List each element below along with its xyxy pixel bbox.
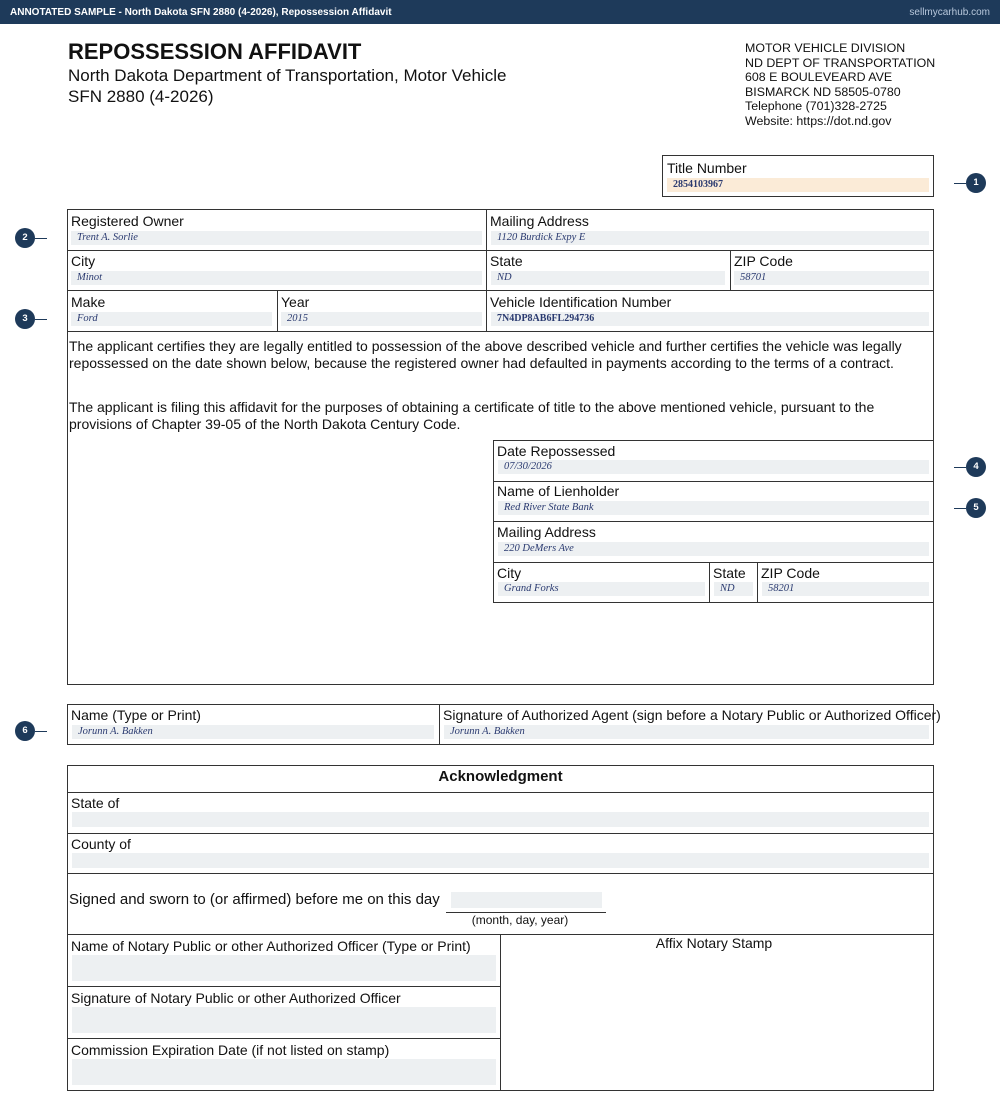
form-subtitle: North Dakota Department of Transportation, Motor Vehicle: [68, 66, 507, 85]
notary-name-label: Name of Notary Public or other Authorized Officer (Type or Print): [71, 938, 471, 954]
divider: [67, 792, 934, 793]
registered-owner-label: Registered Owner: [71, 213, 184, 229]
owner-mailing-address-label: Mailing Address: [490, 213, 589, 229]
marker-connector: [35, 319, 47, 320]
lienholder-mailing-address-label: Mailing Address: [497, 524, 596, 540]
agent-signature-label: Signature of Authorized Agent (sign before a Notary Public or Authorized Officer): [443, 707, 941, 723]
date-repossessed-field[interactable]: 07/30/2026: [498, 460, 929, 474]
date-caption: (month, day, year): [471, 913, 569, 927]
vin-label: Vehicle Identification Number: [490, 294, 672, 310]
divider: [486, 209, 487, 332]
divider: [493, 521, 934, 522]
annotation-marker-2: 2: [15, 228, 35, 248]
lienholder-city-label: City: [497, 565, 522, 581]
divider: [67, 986, 500, 987]
agency-line: BISMARCK ND 58505-0780: [745, 84, 901, 99]
divider: [67, 331, 934, 332]
year-label: Year: [281, 294, 310, 310]
marker-connector: [954, 508, 966, 509]
acknowledgment-title: Acknowledgment: [438, 768, 563, 785]
title-number-label: Title Number: [667, 160, 747, 176]
agent-signature-field[interactable]: Jorunn A. Bakken: [444, 725, 929, 739]
divider: [493, 481, 934, 482]
title-number-box: [662, 155, 934, 197]
form-number: SFN 2880 (4-2026): [68, 87, 214, 106]
certification-paragraph-1: The applicant certifies they are legally entitled to possession of the above described vehicle and further certifies the vehicle was legally repossessed on the date shown below, because the registered owner had defaulted in payments according to the terms of a contract.: [69, 338, 902, 371]
divider: [67, 290, 934, 291]
notary-signature-field[interactable]: [72, 1007, 496, 1033]
marker-connector: [954, 467, 966, 468]
owner-state-label: State: [490, 253, 523, 269]
divider: [67, 1038, 500, 1039]
divider: [439, 704, 440, 745]
agent-name-label: Name (Type or Print): [71, 707, 201, 723]
divider: [67, 873, 934, 874]
sworn-statement: Signed and sworn to (or affirmed) before me on this day: [69, 891, 440, 908]
lienholder-state-label: State: [713, 565, 746, 581]
agency-line: 608 E BOULEVEARD AVE: [745, 70, 893, 85]
divider: [500, 934, 501, 1091]
date-repossessed-label: Date Repossessed: [497, 443, 616, 459]
divider: [757, 562, 758, 603]
title-number-field[interactable]: 2854103967: [667, 178, 929, 192]
make-label: Make: [71, 294, 106, 310]
annotation-marker-1: 1: [966, 173, 986, 193]
owner-city-field[interactable]: Minot: [71, 271, 482, 285]
divider: [277, 290, 278, 332]
county-of-field[interactable]: [72, 853, 929, 868]
banner-site: sellmycarhub.com: [909, 7, 990, 18]
lienholder-zip-label: ZIP Code: [761, 565, 820, 581]
annotation-banner: [0, 0, 1000, 24]
marker-connector: [35, 238, 47, 239]
lienholder-name-field[interactable]: Red River State Bank: [498, 501, 929, 515]
sworn-date-field[interactable]: [451, 892, 602, 908]
notary-stamp-label: Affix Notary Stamp: [655, 935, 773, 951]
agent-name-field[interactable]: Jorunn A. Bakken: [72, 725, 434, 739]
agency-line: MOTOR VEHICLE DIVISION: [745, 41, 906, 55]
owner-zip-field[interactable]: 58701: [734, 271, 929, 285]
owner-mailing-address-field[interactable]: 1120 Burdick Expy E: [491, 231, 929, 245]
divider: [709, 562, 710, 603]
vin-field[interactable]: 7N4DP8AB6FL294736: [491, 312, 929, 326]
commission-expiration-label: Commission Expiration Date (if not listed on stamp): [71, 1042, 390, 1058]
make-field[interactable]: Ford: [71, 312, 272, 326]
commission-expiration-field[interactable]: [72, 1059, 496, 1085]
annotation-marker-3: 3: [15, 309, 35, 329]
owner-state-field[interactable]: ND: [491, 271, 725, 285]
certification-paragraph-2: The applicant is filing this affidavit for the purposes of obtaining a certificate of title to the above mentioned vehicle, pursuant to the provisions of Chapter 39-05 of the North Dakota Century Code.: [69, 399, 875, 432]
state-of-field[interactable]: [72, 812, 929, 827]
notary-signature-label: Signature of Notary Public or other Authorized Officer: [71, 990, 401, 1006]
agency-line: Telephone (701)328-2725: [745, 99, 887, 114]
divider: [67, 250, 934, 251]
lienholder-zip-field[interactable]: 58201: [762, 582, 929, 596]
state-of-label: State of: [71, 795, 120, 811]
notary-name-field[interactable]: [72, 955, 496, 981]
marker-connector: [35, 731, 47, 732]
annotation-marker-4: 4: [966, 457, 986, 477]
agency-line: Website: https://dot.nd.gov: [745, 113, 892, 128]
lienholder-state-field[interactable]: ND: [714, 582, 753, 596]
registered-owner-field[interactable]: Trent A. Sorlie: [71, 231, 482, 245]
annotation-marker-6: 6: [15, 721, 35, 741]
form-title: REPOSSESSION AFFIDAVIT: [68, 39, 362, 64]
lienholder-name-label: Name of Lienholder: [497, 483, 620, 499]
agency-address-block: [745, 41, 935, 129]
banner-title: ANNOTATED SAMPLE - North Dakota SFN 2880 (4-2026), Repossession Affidavit: [10, 7, 392, 18]
marker-connector: [954, 183, 966, 184]
owner-zip-label: ZIP Code: [734, 253, 793, 269]
divider: [493, 562, 934, 563]
annotation-marker-5: 5: [966, 498, 986, 518]
year-field[interactable]: 2015: [281, 312, 482, 326]
divider: [730, 250, 731, 291]
lienholder-city-field[interactable]: Grand Forks: [498, 582, 705, 596]
owner-city-label: City: [71, 253, 96, 269]
agency-line: ND DEPT OF TRANSPORTATION: [745, 55, 936, 70]
divider: [67, 833, 934, 834]
lienholder-mailing-address-field[interactable]: 220 DeMers Ave: [498, 542, 929, 556]
county-of-label: County of: [71, 836, 131, 852]
